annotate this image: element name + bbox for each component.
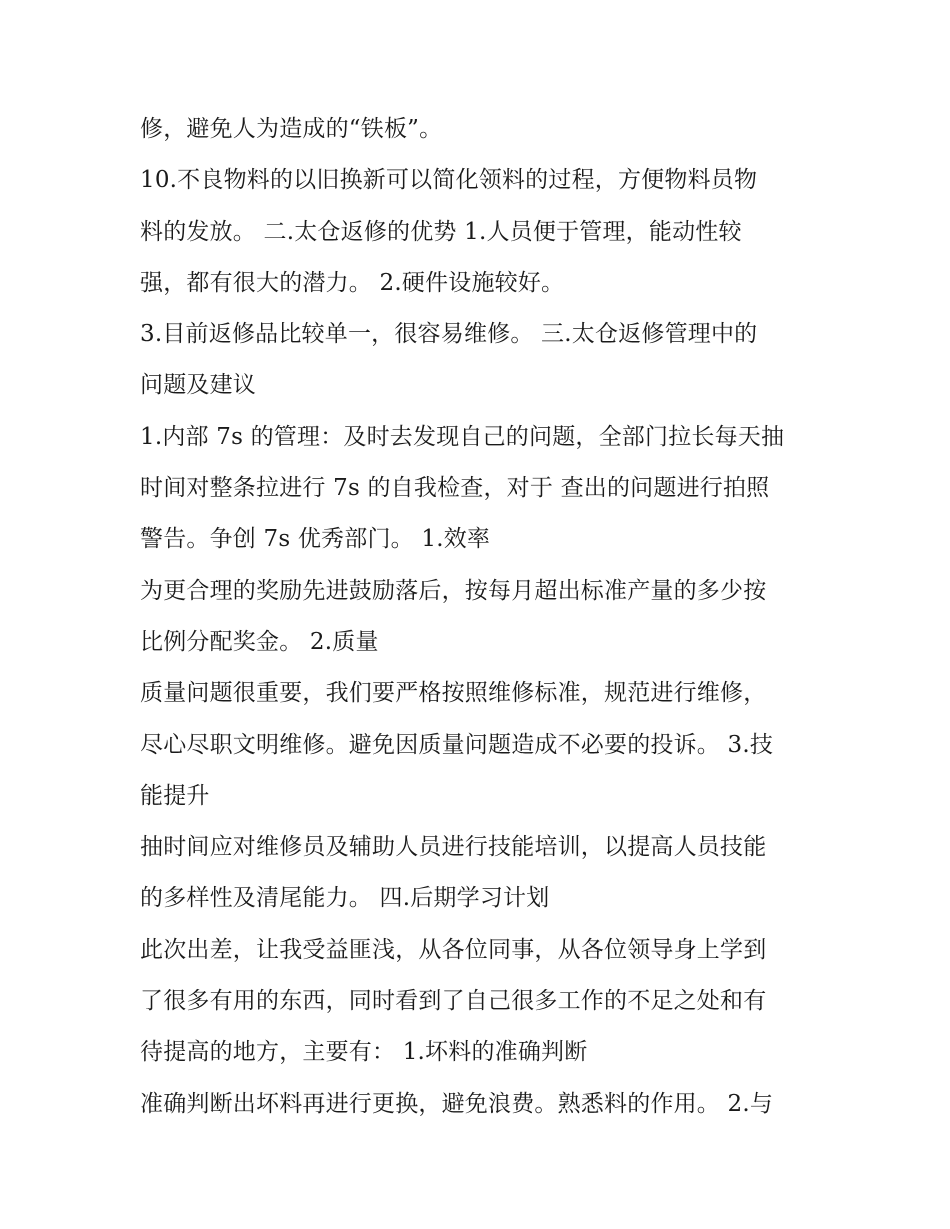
text-line: 质量问题很重要，我们要严格按照维修标准，规范进行维修， [140, 680, 767, 707]
text-line: 3.目前返修品比较单一，很容易维修。 三.太仓返修管理中的 [140, 321, 758, 348]
text-line: 1.内部 7s 的管理：及时去发现自己的问题，全部门拉长每天抽 [140, 423, 785, 450]
text-line: 为更合理的奖励先进鼓励落后，按每月超出标准产量的多少按 [140, 577, 767, 604]
text-line: 料的发放。 二.太仓返修的优势 1.人员便于管理，能动性较 [140, 218, 742, 245]
text-line: 问题及建议 [140, 372, 256, 399]
text-line: 抽时间应对维修员及辅助人员进行技能培训，以提高人员技能 [140, 834, 767, 861]
text-line: 此次出差，让我受益匪浅，从各位同事，从各位领导身上学到 [140, 936, 767, 963]
text-line: 的多样性及清尾能力。 四.后期学习计划 [140, 885, 550, 912]
text-line: 能提升 [140, 782, 210, 809]
text-line: 比例分配奖金。 2.质量 [140, 628, 379, 655]
text-line: 尽心尽职文明维修。避免因质量问题造成不必要的投诉。 3.技 [140, 731, 774, 758]
text-line: 了很多有用的东西，同时看到了自己很多工作的不足之处和有 [140, 988, 767, 1015]
text-line: 10.不良物料的以旧换新可以简化领料的过程，方便物料员物 [140, 167, 758, 194]
text-line: 警告。争创 7s 优秀部门。 1.效率 [140, 526, 491, 553]
text-line: 待提高的地方，主要有： 1.坏料的准确判断 [140, 1039, 588, 1066]
text-line: 时间对整条拉进行 7s 的自我检查，对于 查出的问题进行拍照 [140, 475, 770, 502]
text-line: 强，都有很大的潜力。 2.硬件设施较好。 [140, 269, 565, 296]
text-line: 准确判断出坏料再进行更换，避免浪费。熟悉料的作用。 2.与 [140, 1090, 774, 1117]
document-body [140, 104, 820, 1130]
text-line: 修，避免人为造成的“铁板”。 [140, 116, 443, 142]
